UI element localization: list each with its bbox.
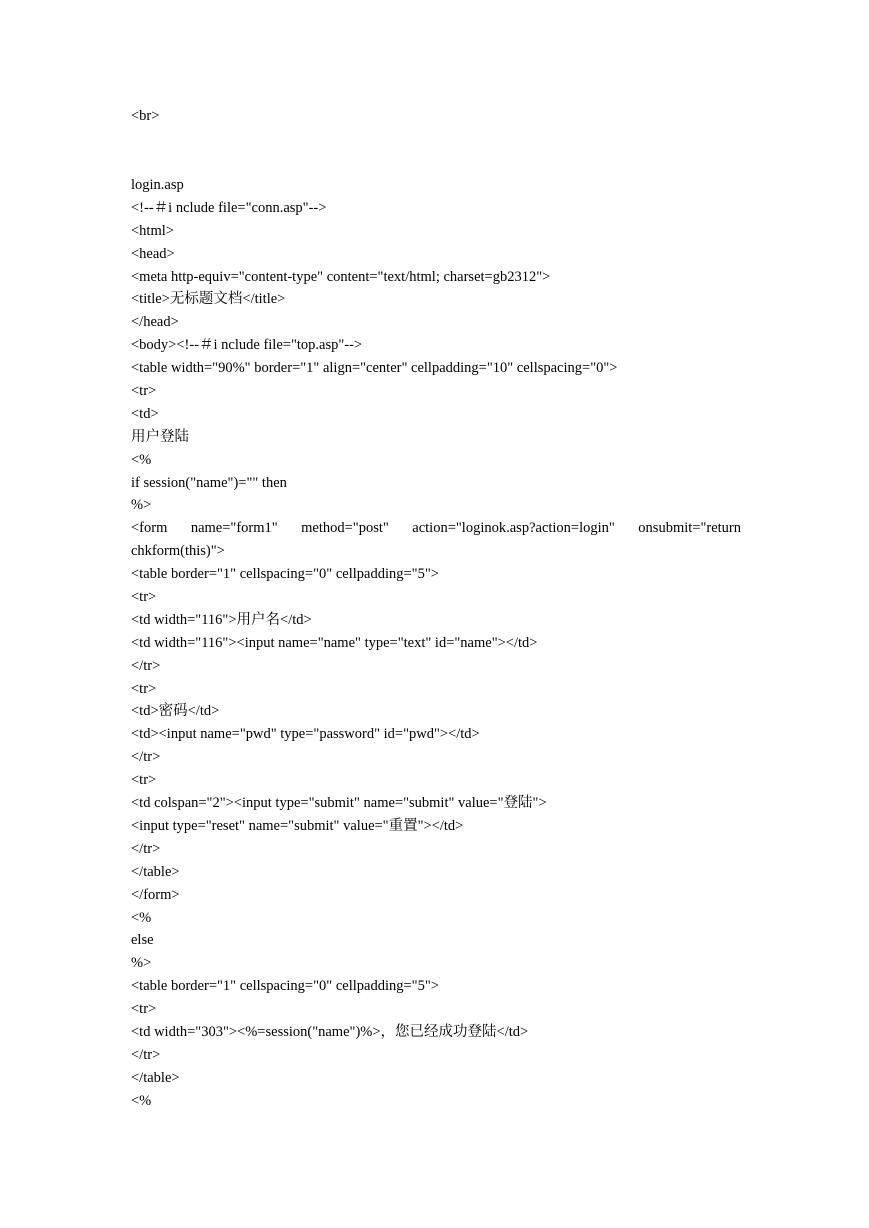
code-line: else — [131, 932, 154, 949]
code-line: <td width="116">用户名</td> — [131, 611, 312, 628]
code-line: <head> — [131, 245, 175, 262]
form-token: name="form1" — [190, 520, 278, 537]
code-line: </table> — [131, 863, 180, 880]
code-listing — [131, 174, 741, 1113]
code-line: <% — [131, 1092, 152, 1109]
code-line: <tr> — [131, 680, 157, 697]
code-line: chkform(this)"> — [131, 543, 225, 560]
code-line: <table border="1" cellspacing="0" cellpadding="5"> — [131, 566, 439, 583]
form-token: method="post" — [301, 520, 389, 537]
code-line: </tr> — [131, 657, 161, 674]
form-token: <form — [131, 520, 168, 537]
code-line: 用户登陆 — [131, 428, 189, 445]
br-tag-line: <br> — [131, 108, 160, 124]
code-line: </head> — [131, 314, 179, 331]
code-line: <td width="303"><%=session("name")%>，您已经成功登陆</td> — [131, 1023, 529, 1040]
code-line: <tr> — [131, 1001, 157, 1018]
code-line: <tr> — [131, 383, 157, 400]
code-line: <td colspan="2"><input type="submit" name="submit" value="登陆"> — [131, 795, 547, 812]
code-line: <html> — [131, 222, 174, 239]
code-line: <td> — [131, 405, 159, 422]
code-line: <input type="reset" name="submit" value="重置"></td> — [131, 817, 464, 834]
code-line: <meta http-equiv="content-type" content="text/html; charset=gb2312"> — [131, 268, 551, 285]
code-line: <% — [131, 909, 152, 926]
code-line: <table border="1" cellspacing="0" cellpadding="5"> — [131, 978, 439, 995]
code-line: <td width="116"><input name="name" type="text" id="name"></td> — [131, 634, 538, 651]
code-line: <title>无标题文档</title> — [131, 291, 286, 308]
code-line: <body><!--＃i nclude file="top.asp"--> — [131, 337, 363, 354]
code-line: %> — [131, 497, 152, 514]
form-token: action="loginok.asp?action=login" — [412, 520, 615, 537]
code-line: if session("name")="" then — [131, 474, 287, 491]
code-line: <table width="90%" border="1" align="center" cellpadding="10" cellspacing="0"> — [131, 360, 618, 377]
code-line: </tr> — [131, 840, 161, 857]
code-line: </tr> — [131, 749, 161, 766]
code-line: <% — [131, 451, 152, 468]
form-tag-line — [131, 517, 741, 540]
filename-line: login.asp — [131, 177, 184, 193]
code-line: <tr> — [131, 772, 157, 789]
code-line: </tr> — [131, 1046, 161, 1063]
code-line: <td>密码</td> — [131, 703, 220, 720]
code-line: </form> — [131, 886, 180, 903]
code-line: </table> — [131, 1069, 180, 1086]
code-line: %> — [131, 955, 152, 972]
code-line: <!--＃i nclude file="conn.asp"--> — [131, 199, 327, 216]
code-line: <td><input name="pwd" type="password" id="pwd"></td> — [131, 726, 480, 743]
form-token: onsubmit="return — [638, 520, 741, 537]
code-line: <tr> — [131, 589, 157, 606]
